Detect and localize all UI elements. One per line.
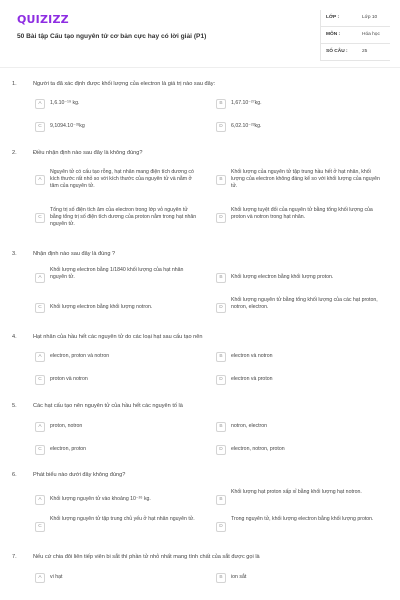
option-letter: B [216,273,226,283]
option-text: Nguyên tử có cấu tạo rỗng, hạt nhân mang điện tích dương có kích thước rất nhỏ so với kích thước của nguyên tử và nằm ở tâm của nguyên tử. [50,169,194,189]
option-letter: C [35,445,45,455]
option-letter: B [216,99,226,109]
question-text: Nếu cứ chia đôi liên tiếp viên bi sắt thì phần tử nhỏ nhất mang tính chất của sắt được gọi là [33,554,260,560]
question-number: 2. [12,150,17,156]
option-letter: B [216,422,226,432]
question-number: 7. [12,554,17,560]
option-letter: A [35,422,45,432]
option-letter: B [216,495,226,505]
option-letter: C [35,303,45,313]
quizizz-logo: QUIZIZZ [17,13,69,26]
option-text: Khối lượng nguyên tử vào khoảng 10⁻²⁶ kg. [50,496,151,502]
option-text: Tổng trị số điện tích âm của electron trong lớp vỏ nguyên tử bằng tổng trị số điện tích dương của proton nằm trong hạt nhân nguyên tử. [50,207,197,227]
option-letter: A [35,99,45,109]
option-letter: B [216,352,226,362]
option-letter: D [216,375,226,385]
option-text: vi hạt [50,574,63,580]
option-letter: D [216,122,226,132]
meta-key: LỚP : [326,15,340,20]
option-letter: D [216,445,226,455]
meta-value: 25 [362,49,368,54]
option-text: proton, notron [50,423,83,429]
option-letter: A [35,352,45,362]
option-letter: D [216,303,226,313]
option-text: electron, proton và notron [50,353,110,359]
question-text: Nhận định nào sau đây là đúng ? [33,251,116,257]
option-text: 1,6.10⁻¹⁹ kg. [50,100,80,106]
option-text: Khối lượng electron bằng khối lượng proton. [231,274,334,280]
question-text: Các hạt cấu tạo nên nguyên tử của hầu hết các nguyên tố là [33,403,183,409]
meta-row-count [320,44,390,61]
option-text: proton và notron [50,376,88,382]
meta-value: Lớp 10 [362,15,378,20]
option-text: Khối lượng của nguyên tử tập trung hầu hết ở hạt nhân, khối lượng của electron không đáng kể so với khối lượng của nguyên tử. [231,169,380,189]
option-text: electron và proton [231,376,273,382]
question-number: 6. [12,472,17,478]
option-text: Khối lượng electron bằng 1/1840 khối lượng của hạt nhân nguyên tử. [50,267,184,280]
meta-value: Hóa học [362,32,380,37]
question-number: 1. [12,81,17,87]
meta-key: MÔN : [326,32,341,37]
option-letter: C [35,122,45,132]
option-letter: D [216,522,226,532]
option-text: electron, proton [50,446,87,452]
option-text: Khối lượng tuyệt đối của nguyên tử bằng tổng khối lượng của proton và notron trong hạt nhân. [231,207,373,220]
option-text: Khối lượng hạt proton xấp xỉ bằng khối lượng hạt notron. [231,489,362,495]
option-text: 6,02.10⁻²³kg. [231,123,262,129]
option-text: electron, notron, proton [231,446,285,452]
question-number: 4. [12,334,17,340]
question-text: Người ta đã xác định được khối lượng của electron là giá trị nào sau đây: [33,81,216,87]
worksheet-header [0,0,400,66]
option-text: Khối lượng nguyên tử bằng tổng khối lượng của các hạt proton, notron, electron. [231,297,378,310]
option-text: Trong nguyên tử, khối lượng electron bằng khối lượng proton. [231,516,374,522]
question-number: 5. [12,403,17,409]
meta-row-subject [320,27,390,44]
option-text: ion sắt [231,574,247,580]
option-letter: A [35,573,45,583]
option-letter: A [35,175,45,185]
option-letter: A [35,495,45,505]
option-letter: C [35,375,45,385]
option-letter: C [35,522,45,532]
option-text: electron và notron [231,353,273,359]
meta-row-grade [320,10,390,27]
option-letter: B [216,573,226,583]
question-text: Điều nhận định nào sau đây là không đúng? [33,150,143,156]
option-letter: A [35,273,45,283]
option-letter: C [35,213,45,223]
option-text: 1,67.10⁻²⁷kg. [231,100,262,106]
question-text: Hạt nhân của hầu hết các nguyên tử do các loại hạt sau cấu tạo nên [33,334,203,340]
option-letter: B [216,175,226,185]
question-text: Phát biểu nào dưới đây không đúng? [33,472,126,478]
page-title: 50 Bài tập Cấu tạo nguyên tử cơ bản cực hay có lời giải (P1) [17,33,207,40]
option-text: Khối lượng nguyên tử tập trung chủ yếu ở hạt nhân nguyên tử. [50,516,195,522]
option-text: 9,1094.10⁻³¹kg [50,123,85,129]
option-text: Khối lượng electron bằng khối lượng notron. [50,304,153,310]
option-letter: D [216,213,226,223]
header-divider [0,67,400,68]
option-text: notron, electron [231,423,268,429]
question-number: 3. [12,251,17,257]
meta-key: SỐ CÂU : [326,49,348,54]
